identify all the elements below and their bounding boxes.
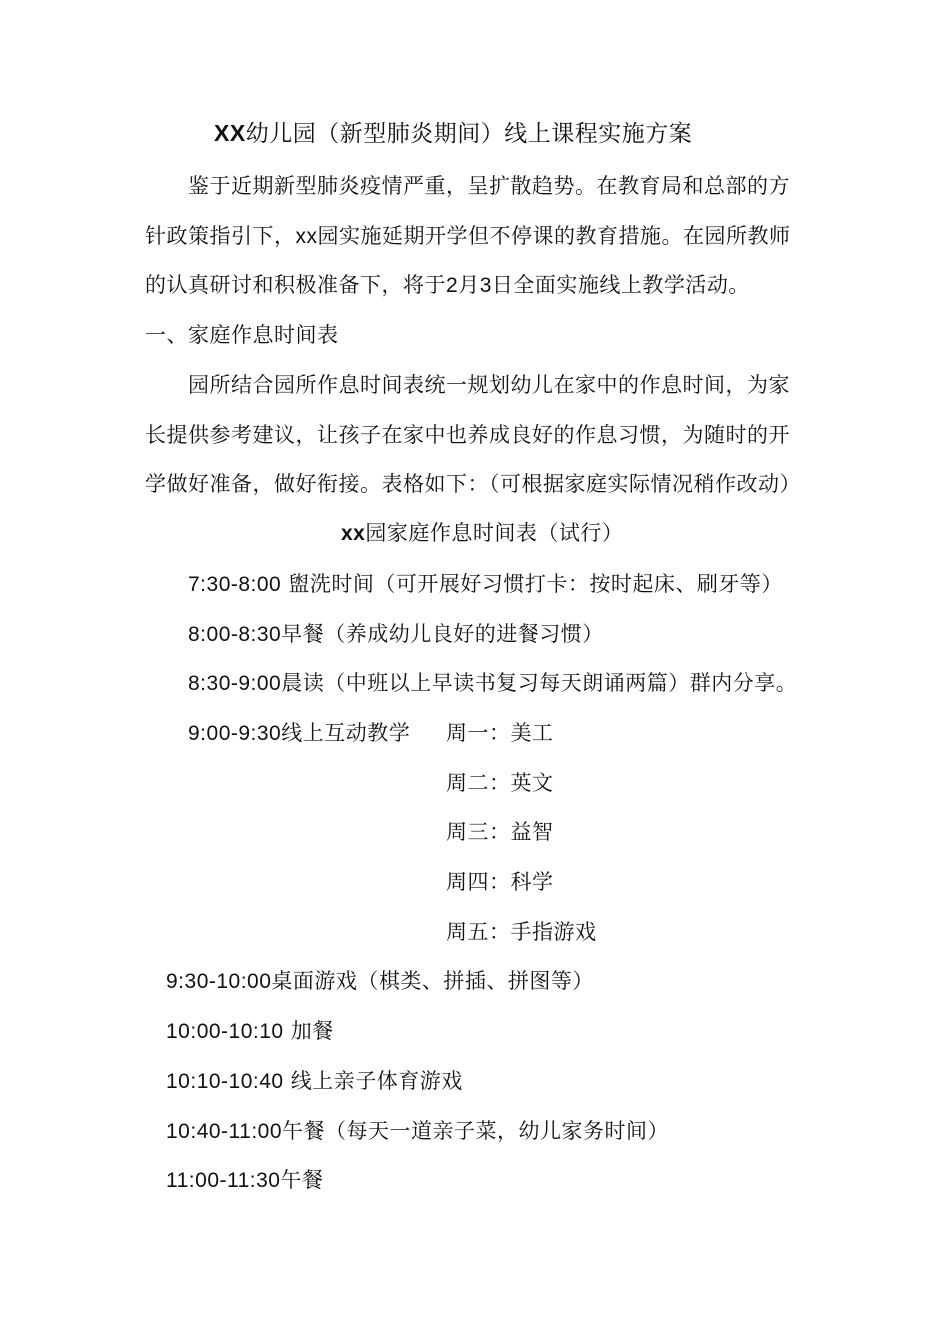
schedule-desc: 桌面游戏（棋类、拼插、拼图等） xyxy=(271,969,594,993)
schedule-desc: 午餐 xyxy=(280,1168,324,1192)
schedule-time: 8:30-9:00 xyxy=(188,672,282,695)
schedule-row xyxy=(166,1116,669,1147)
schedule-title: xx园家庭作息时间表（试行） xyxy=(341,521,624,545)
schedule-desc: 午餐（每天一道亲子菜，幼儿家务时间） xyxy=(282,1119,670,1143)
schedule-row xyxy=(188,569,783,600)
schedule-row xyxy=(166,1066,463,1097)
schedule-time: 10:40-11:00 xyxy=(166,1120,283,1143)
section-heading: 一、家庭作息时间表 xyxy=(145,323,339,347)
section-para-line-3: 学做好准备，做好衔接。表格如下：（可根据家庭实际情况稍作改动） xyxy=(145,472,801,496)
document-title xyxy=(214,118,692,149)
schedule-desc: 早餐（养成幼儿良好的进餐习惯） xyxy=(281,622,604,646)
schedule-desc: 线上亲子体育游戏 xyxy=(283,1069,463,1093)
schedule-time: 10:00-10:10 xyxy=(166,1020,284,1043)
schedule-row xyxy=(166,966,594,997)
schedule-row xyxy=(166,1165,323,1196)
weekday-item: 周一：美工 xyxy=(446,721,554,745)
schedule-desc: 加餐 xyxy=(283,1019,334,1043)
schedule-row xyxy=(188,668,797,699)
schedule-time: 10:10-10:40 xyxy=(166,1070,284,1093)
weekday-item: 周五：手指游戏 xyxy=(446,920,597,944)
title-prefix: XX xyxy=(214,120,246,146)
schedule-row xyxy=(188,718,410,749)
schedule-time: 9:00-9:30 xyxy=(188,722,282,745)
schedule-time: 11:00-11:30 xyxy=(166,1169,281,1192)
title-text: 幼儿园（新型肺炎期间）线上课程实施方案 xyxy=(245,121,693,147)
intro-line-2: 针政策指引下，xx园实施延期开学但不停课的教育措施。在园所教师 xyxy=(145,224,791,248)
weekday-item: 周二：英文 xyxy=(446,771,554,795)
schedule-desc: 线上互动教学 xyxy=(281,721,411,745)
schedule-time: 9:30-10:00 xyxy=(166,970,272,993)
schedule-time: 7:30-8:00 xyxy=(188,573,282,596)
section-para-line-1: 园所结合园所作息时间表统一规划幼儿在家中的作息时间，为家 xyxy=(188,373,790,397)
weekday-item: 周四：科学 xyxy=(446,870,554,894)
intro-line-3: 的认真研讨和积极准备下，将于2月3日全面实施线上教学活动。 xyxy=(145,273,750,297)
weekday-item: 周三：益智 xyxy=(446,820,554,844)
schedule-time: 8:00-8:30 xyxy=(188,623,282,646)
schedule-row xyxy=(166,1016,334,1047)
schedule-desc: 晨读（中班以上早读书复习每天朗诵两篇）群内分享。 xyxy=(281,671,798,695)
section-para-line-2: 长提供参考建议，让孩子在家中也养成良好的作息习惯，为随时的开 xyxy=(145,423,790,447)
schedule-desc: 盥洗时间（可开展好习惯打卡：按时起床、刷牙等） xyxy=(281,572,783,596)
intro-line-1: 鉴于近期新型肺炎疫情严重，呈扩散趋势。在教育局和总部的方 xyxy=(188,174,790,198)
schedule-row xyxy=(188,619,604,650)
